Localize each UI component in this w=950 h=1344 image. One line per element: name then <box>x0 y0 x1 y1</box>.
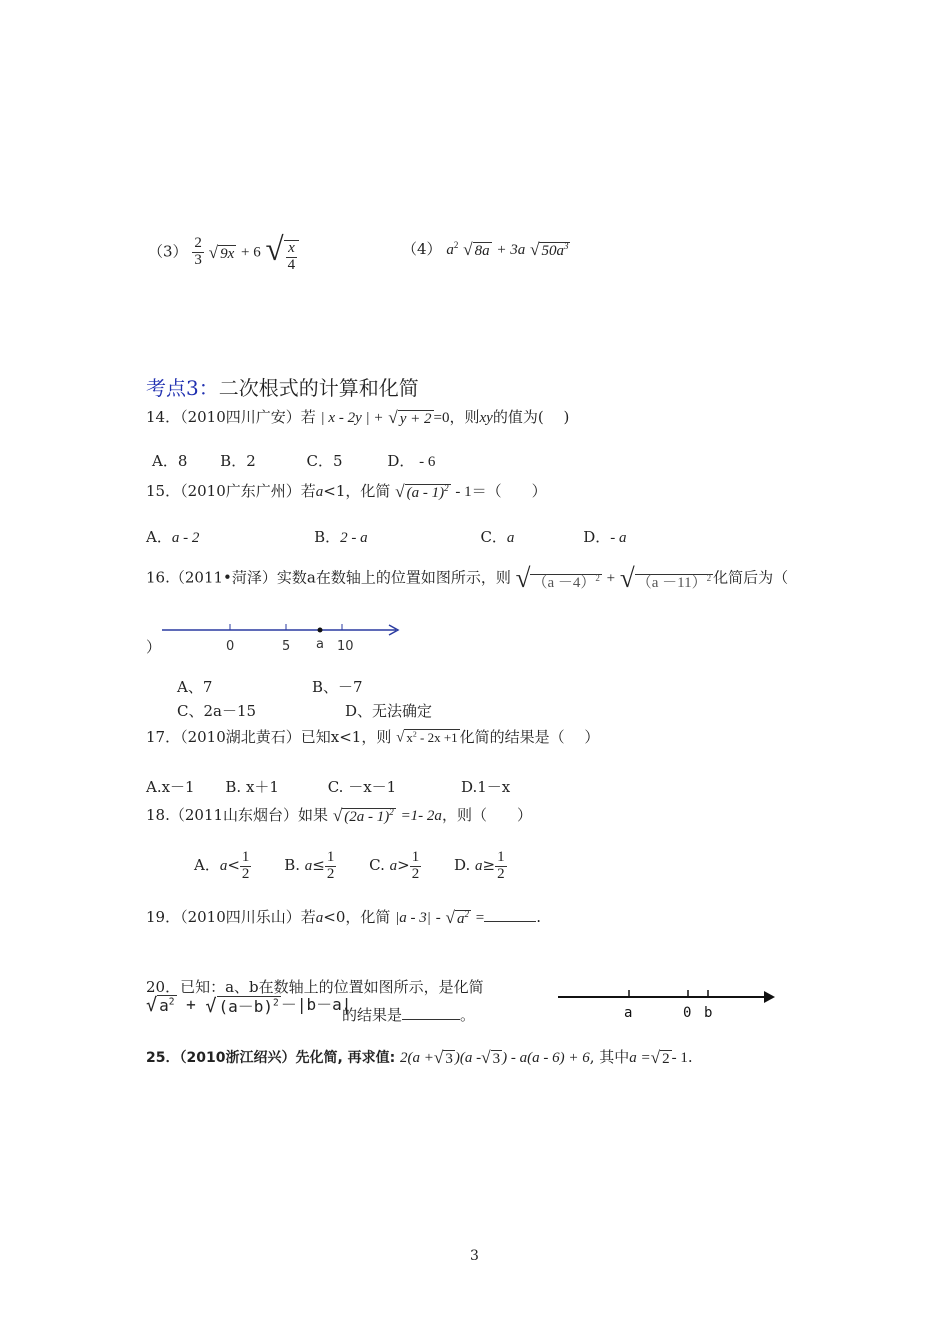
q16-option-a: A、7 <box>177 678 213 696</box>
q25-radical-2: √ 2 <box>650 1048 670 1067</box>
label-0: 0 <box>226 639 235 654</box>
q25-stem: 25．（2010浙江绍兴）先化简, 再求值: <box>146 1050 396 1066</box>
point-a <box>318 628 323 633</box>
q16-end: 化简后为（ <box>713 568 789 587</box>
exponent: 2 <box>453 240 459 250</box>
q14-option-b: B．2 <box>220 452 256 470</box>
fraction-half <box>410 850 422 883</box>
label-10: 10 <box>337 639 354 654</box>
radicand: 3 <box>445 1051 453 1067</box>
q20-plus: + <box>186 995 196 1014</box>
q16-stem: 16.（2011•菏泽）实数a在数轴上的位置如图所示，则 <box>146 568 511 587</box>
option-label: B． <box>314 528 341 546</box>
var-a: a <box>304 858 313 875</box>
frac-den: 4 <box>287 256 296 273</box>
q17-option-d: D.1－x <box>461 778 511 796</box>
q19-end: . <box>536 908 541 926</box>
heading-title: 二次根式的计算和化简 <box>218 376 419 400</box>
exercise-4 <box>402 238 570 260</box>
q20-radical-2: √ $(a-b)^2$ <box>205 996 279 1017</box>
q17-option-a: A.x－1 <box>146 778 195 796</box>
section-heading <box>146 372 419 401</box>
q20-result <box>342 1004 475 1025</box>
option-value: a - 2 <box>171 530 200 546</box>
exponent: 2 <box>706 573 712 583</box>
frac-num: 1 <box>497 849 505 865</box>
q18-options <box>194 850 507 883</box>
q25-minus-one: - 1 <box>671 1050 688 1066</box>
q20-abs-term: －|b－a| <box>280 995 352 1014</box>
q14-eq: =0 <box>433 410 450 426</box>
q20-number-line <box>556 986 778 1022</box>
question-25 <box>146 1046 693 1068</box>
exponent: 3 <box>563 241 569 251</box>
q14-then: ，则 <box>449 408 480 426</box>
q20-stem: 20．已知：a、b在数轴上的位置如图所示，是化简 <box>146 978 484 996</box>
q15-minus-one: - 1 <box>455 484 472 500</box>
option-label: C． <box>480 528 507 546</box>
heading-prefix: 考点3： <box>146 376 219 400</box>
var-a: a <box>446 242 454 258</box>
radicand: 3 <box>492 1051 501 1067</box>
option-label: A． <box>194 856 220 875</box>
var-a: a <box>475 858 483 875</box>
frac-den: 2 <box>411 865 420 882</box>
plus-3a: + 3a <box>496 242 526 258</box>
q14-stem: 14．（2010四川广安）若 <box>146 408 316 426</box>
q25-radical-3a: √ 3 <box>433 1048 453 1067</box>
question-16 <box>146 563 788 594</box>
frac-num: 1 <box>326 849 335 865</box>
number-line-svg <box>556 986 778 1022</box>
option-value: 2 - a <box>340 530 368 546</box>
q16-radical-2: √ $(a -11)^2$ <box>619 563 712 593</box>
option-value: - a <box>610 530 627 546</box>
q16-options-row2 <box>177 700 433 721</box>
option-value: a <box>506 530 515 546</box>
radicand: a <box>159 996 169 1015</box>
q14-options <box>152 450 435 471</box>
axis-arrow <box>764 991 775 1003</box>
q16-option-c: C、2a－15 <box>177 702 257 720</box>
fraction-two-thirds <box>192 236 204 269</box>
q25-a-eq: a = <box>629 1050 651 1066</box>
frac-den: 3 <box>194 252 202 269</box>
q18-end: ，则（ ） <box>441 806 532 824</box>
q15-option-c <box>480 528 514 546</box>
q15-option-b <box>314 528 368 546</box>
q15-stem: 15．（2010广东广州）若 <box>146 482 316 500</box>
q15-simplify: <1，化简 <box>323 482 391 500</box>
radicand: a <box>456 911 465 927</box>
q16-close-paren: ） <box>146 638 162 656</box>
q18-option-c <box>369 849 421 882</box>
var-a: a <box>315 910 324 926</box>
relation: ≥ <box>482 856 496 875</box>
option-label: D. <box>454 856 471 875</box>
number-line-svg <box>160 620 405 660</box>
q17-stem: 17．（2010湖北黄石）已知x<1，则 <box>146 728 392 746</box>
plus-six: + 6 <box>241 244 261 261</box>
q18-radical: √ (2a - 1)$^2$ <box>332 806 394 825</box>
question-17 <box>146 726 599 747</box>
label-a: a <box>624 1005 633 1021</box>
q25-expr-part2: )(a - <box>454 1050 482 1066</box>
relation: ≤ <box>312 856 325 875</box>
q25-where: , 其中 <box>589 1048 630 1066</box>
label-b: b <box>704 1005 713 1021</box>
q18-option-d <box>454 849 507 882</box>
label-5: 5 <box>282 639 291 654</box>
q19-radical: √ $a^2$ <box>445 908 469 927</box>
var-a: a <box>389 858 398 875</box>
exponent: 2 <box>389 807 394 817</box>
q14-option-d-value: - 6 <box>419 454 436 470</box>
question-15 <box>146 480 547 502</box>
q15-option-d <box>583 528 626 546</box>
relation: < <box>227 856 240 875</box>
q18-option-a <box>194 849 251 882</box>
exponent: 2 <box>412 729 417 739</box>
exercise-3-label: （3） <box>148 242 188 261</box>
q15-radical: √ (a - 1)$^2$ <box>395 482 449 501</box>
q14-xy: xy <box>479 410 493 426</box>
q14-end: 的值为( ) <box>492 408 570 426</box>
radicand: 2 <box>662 1051 670 1067</box>
q20-radical-1: √ $a^2$ <box>146 995 175 1016</box>
radicand: y + 2 <box>399 411 432 427</box>
frac-num: x <box>286 241 298 258</box>
q16-radical-1: √ $(a -4)^2$ <box>515 563 600 593</box>
exponent: 2 <box>273 997 279 1009</box>
radicand: 8a <box>474 243 490 259</box>
option-label: D． <box>583 528 611 546</box>
q16-plus: + <box>606 570 616 587</box>
q25-expr-part3: ) - a(a - 6) + 6 <box>502 1050 590 1066</box>
q14-option-c: C．5 <box>306 452 343 470</box>
radicand-rest: - 2x +1 <box>419 729 458 745</box>
option-label: B. <box>284 856 300 875</box>
q19-answer-blank[interactable] <box>484 921 536 922</box>
question-19 <box>146 906 541 928</box>
exercise-3 <box>148 232 299 273</box>
radical-9x: √ 9x <box>208 242 235 262</box>
question-14 <box>146 406 569 428</box>
fraction-half <box>240 850 252 883</box>
var-a: a <box>219 858 228 875</box>
q16-options-row1 <box>177 676 363 697</box>
q16-option-b: B、－7 <box>312 678 363 696</box>
frac-num: 2 <box>194 235 202 252</box>
q20-answer-blank[interactable] <box>402 1019 460 1020</box>
var-a: a <box>315 484 324 500</box>
q14-radical: √ y + 2 <box>388 408 432 427</box>
fraction-half <box>495 850 507 883</box>
q17-end: 化简的结果是（ ） <box>459 728 600 746</box>
q19-simplify: <0，化简 <box>323 908 391 926</box>
radicand: (2a - 1) <box>344 809 390 825</box>
frac-den: 2 <box>241 865 250 882</box>
radical-8a: √ 8a <box>463 240 490 259</box>
radicand: 9x <box>220 245 235 262</box>
q20-end: 。 <box>460 1006 476 1024</box>
option-label: A． <box>146 528 172 546</box>
q16-number-line <box>160 620 405 660</box>
fraction-half <box>325 850 337 883</box>
q15-options <box>146 526 626 547</box>
frac-num: 1 <box>241 849 250 865</box>
q19-abs-expr: |a - 3| <box>395 910 431 926</box>
question-18 <box>146 804 532 826</box>
relation: > <box>397 856 410 875</box>
q19-eq: = <box>475 910 485 926</box>
q16-option-d: D、无法确定 <box>345 702 433 720</box>
radicand: x <box>406 729 413 745</box>
q15-option-a <box>146 528 199 546</box>
q15-end: ＝（ ） <box>471 482 547 500</box>
radicand: (a - 1) <box>406 485 445 501</box>
radicand: （a －4） <box>532 575 596 591</box>
q19-minus: - <box>435 910 441 926</box>
q25-end: . <box>687 1048 693 1066</box>
q20-result-text: 的结果是 <box>342 1006 403 1024</box>
radical-x-over-4: √ $\frac{x}{4}$ <box>266 232 300 273</box>
page-number: 3 <box>470 1248 479 1264</box>
q17-options <box>146 776 510 797</box>
q14-abs-expr: | x - 2y | + <box>320 410 384 426</box>
label-0: 0 <box>683 1005 692 1021</box>
exponent: 2 <box>595 573 600 583</box>
q20-expression <box>146 992 351 1017</box>
q18-option-b <box>284 849 336 882</box>
q17-radical: √ $x^2 - 2x +1$ <box>396 729 458 746</box>
frac-den: 2 <box>497 865 505 882</box>
frac-num: 1 <box>411 849 420 865</box>
label-a: a <box>316 637 324 652</box>
exponent: 2 <box>444 483 449 493</box>
q14-option-d: D． <box>387 452 415 470</box>
q19-stem: 19．（2010四川乐山）若 <box>146 908 316 926</box>
q25-expr-part1: 2(a + <box>400 1050 434 1066</box>
exponent: 2 <box>464 909 469 919</box>
q25-radical-3b: √ 3 <box>481 1048 501 1067</box>
option-label: C. <box>369 856 385 875</box>
radicand: (a－b) <box>218 997 274 1016</box>
frac-den: 2 <box>326 865 335 882</box>
q18-rhs: =1- 2a <box>400 808 442 824</box>
radical-50a3: √ $50a^3$ <box>530 240 569 259</box>
q17-option-b: B. x＋1 <box>225 778 279 796</box>
radicand: 50a <box>541 243 564 259</box>
q18-stem: 18.（2011山东烟台）如果 <box>146 806 329 824</box>
q14-option-a: A．8 <box>152 452 188 470</box>
q17-option-c: C. －x－1 <box>327 778 397 796</box>
radicand: （a －11） <box>636 575 707 591</box>
exercise-4-label: （4） <box>402 240 442 258</box>
